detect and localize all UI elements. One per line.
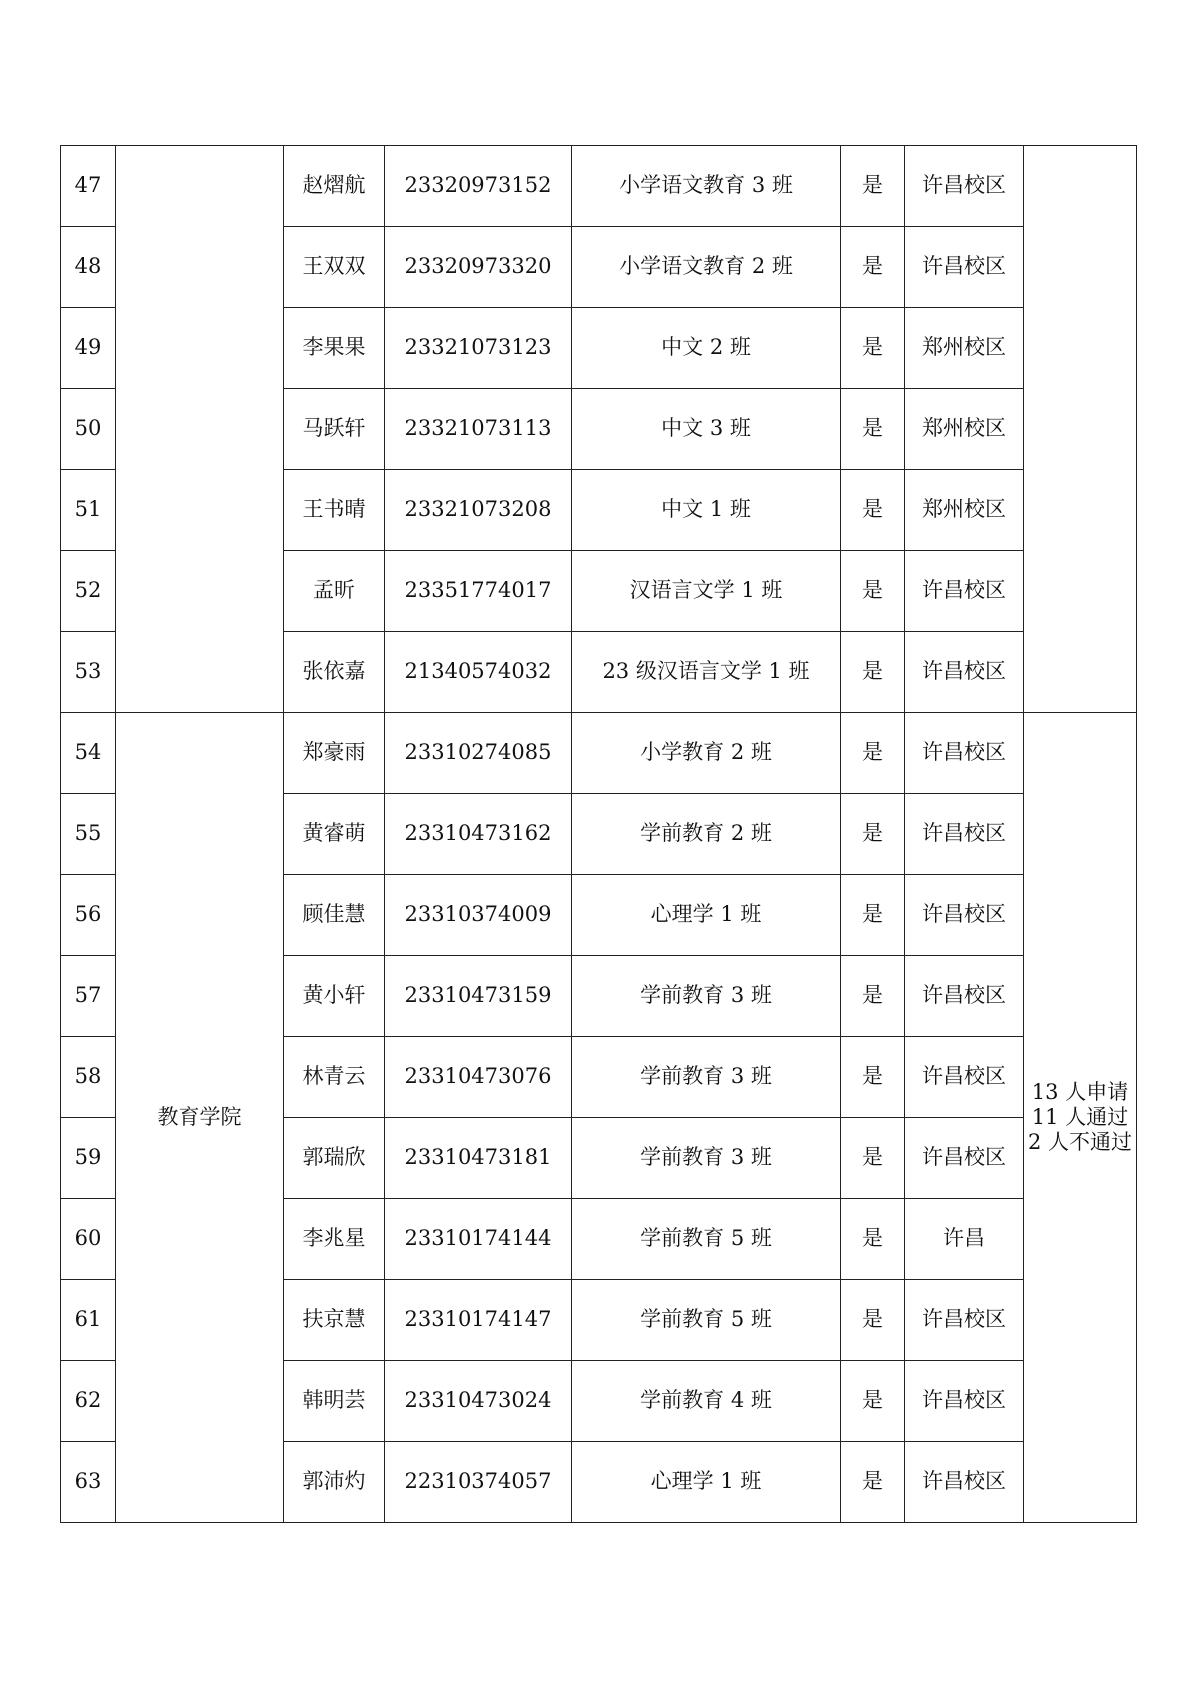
campus: 郑州校区	[905, 470, 1024, 551]
class-name: 汉语言文学 1 班	[572, 551, 841, 632]
student-id: 23310374009	[385, 875, 572, 956]
approved-status: 是	[841, 1037, 905, 1118]
campus: 郑州校区	[905, 389, 1024, 470]
campus: 许昌校区	[905, 1118, 1024, 1199]
student-id: 23310174144	[385, 1199, 572, 1280]
student-name: 郑豪雨	[284, 713, 385, 794]
class-name: 小学语文教育 3 班	[572, 146, 841, 227]
student-name: 李兆星	[284, 1199, 385, 1280]
approved-status: 是	[841, 632, 905, 713]
class-name: 中文 3 班	[572, 389, 841, 470]
student-name: 赵熠航	[284, 146, 385, 227]
student-id: 23321073208	[385, 470, 572, 551]
row-index: 49	[61, 308, 116, 389]
class-name: 中文 2 班	[572, 308, 841, 389]
campus: 许昌校区	[905, 956, 1024, 1037]
row-index: 47	[61, 146, 116, 227]
row-index: 50	[61, 389, 116, 470]
student-id: 23310274085	[385, 713, 572, 794]
approved-status: 是	[841, 794, 905, 875]
approved-status: 是	[841, 146, 905, 227]
student-id: 21340574032	[385, 632, 572, 713]
table-row	[61, 146, 1137, 227]
campus: 许昌校区	[905, 551, 1024, 632]
approved-status: 是	[841, 470, 905, 551]
summary-note	[1024, 146, 1137, 713]
row-index: 58	[61, 1037, 116, 1118]
approved-status: 是	[841, 1118, 905, 1199]
approved-status: 是	[841, 1361, 905, 1442]
row-index: 59	[61, 1118, 116, 1199]
campus: 许昌校区	[905, 794, 1024, 875]
student-name: 韩明芸	[284, 1361, 385, 1442]
approved-status: 是	[841, 551, 905, 632]
campus: 许昌校区	[905, 713, 1024, 794]
row-index: 48	[61, 227, 116, 308]
student-roster-table	[60, 145, 1137, 1523]
class-name: 心理学 1 班	[572, 875, 841, 956]
approved-status: 是	[841, 713, 905, 794]
campus: 许昌校区	[905, 1361, 1024, 1442]
campus: 许昌校区	[905, 1280, 1024, 1361]
student-name: 王书晴	[284, 470, 385, 551]
campus: 许昌校区	[905, 146, 1024, 227]
approved-status: 是	[841, 956, 905, 1037]
student-name: 孟昕	[284, 551, 385, 632]
row-index: 56	[61, 875, 116, 956]
college-cell	[116, 146, 284, 713]
row-index: 51	[61, 470, 116, 551]
class-name: 23 级汉语言文学 1 班	[572, 632, 841, 713]
student-name: 黄小轩	[284, 956, 385, 1037]
student-name: 扶京慧	[284, 1280, 385, 1361]
class-name: 学前教育 4 班	[572, 1361, 841, 1442]
student-id: 23310473076	[385, 1037, 572, 1118]
student-name: 黄睿萌	[284, 794, 385, 875]
college-cell: 教育学院	[116, 713, 284, 1523]
row-index: 54	[61, 713, 116, 794]
summary-note-line: 13 人申请	[1031, 1079, 1129, 1104]
class-name: 小学语文教育 2 班	[572, 227, 841, 308]
campus: 许昌	[905, 1199, 1024, 1280]
student-name: 张依嘉	[284, 632, 385, 713]
approved-status: 是	[841, 308, 905, 389]
row-index: 55	[61, 794, 116, 875]
student-id: 23320973152	[385, 146, 572, 227]
row-index: 57	[61, 956, 116, 1037]
class-name: 心理学 1 班	[572, 1442, 841, 1523]
summary-note-line: 11 人通过	[1031, 1104, 1129, 1129]
row-index: 62	[61, 1361, 116, 1442]
row-index: 61	[61, 1280, 116, 1361]
class-name: 学前教育 3 班	[572, 1037, 841, 1118]
student-id: 22310374057	[385, 1442, 572, 1523]
class-name: 学前教育 5 班	[572, 1199, 841, 1280]
class-name: 学前教育 2 班	[572, 794, 841, 875]
summary-note	[1024, 713, 1137, 1523]
campus: 许昌校区	[905, 632, 1024, 713]
student-id: 23310473181	[385, 1118, 572, 1199]
class-name: 学前教育 5 班	[572, 1280, 841, 1361]
student-id: 23320973320	[385, 227, 572, 308]
student-id: 23351774017	[385, 551, 572, 632]
campus: 许昌校区	[905, 1037, 1024, 1118]
table-row	[61, 713, 1137, 794]
student-name: 郭沛灼	[284, 1442, 385, 1523]
approved-status: 是	[841, 389, 905, 470]
row-index: 63	[61, 1442, 116, 1523]
campus: 许昌校区	[905, 1442, 1024, 1523]
campus: 许昌校区	[905, 875, 1024, 956]
approved-status: 是	[841, 1442, 905, 1523]
student-id: 23321073123	[385, 308, 572, 389]
approved-status: 是	[841, 875, 905, 956]
approved-status: 是	[841, 1199, 905, 1280]
student-name: 顾佳慧	[284, 875, 385, 956]
student-id: 23310473024	[385, 1361, 572, 1442]
approved-status: 是	[841, 1280, 905, 1361]
student-name: 林青云	[284, 1037, 385, 1118]
student-id: 23310473162	[385, 794, 572, 875]
class-name: 小学教育 2 班	[572, 713, 841, 794]
student-id: 23321073113	[385, 389, 572, 470]
row-index: 60	[61, 1199, 116, 1280]
student-name: 郭瑞欣	[284, 1118, 385, 1199]
campus: 郑州校区	[905, 308, 1024, 389]
campus: 许昌校区	[905, 227, 1024, 308]
approved-status: 是	[841, 227, 905, 308]
row-index: 53	[61, 632, 116, 713]
student-name: 马跃轩	[284, 389, 385, 470]
class-name: 中文 1 班	[572, 470, 841, 551]
row-index: 52	[61, 551, 116, 632]
roster-body	[61, 146, 1137, 1523]
class-name: 学前教育 3 班	[572, 1118, 841, 1199]
student-id: 23310473159	[385, 956, 572, 1037]
student-id: 23310174147	[385, 1280, 572, 1361]
student-name: 李果果	[284, 308, 385, 389]
summary-note-line: 2 人不通过	[1027, 1130, 1133, 1155]
student-name: 王双双	[284, 227, 385, 308]
class-name: 学前教育 3 班	[572, 956, 841, 1037]
